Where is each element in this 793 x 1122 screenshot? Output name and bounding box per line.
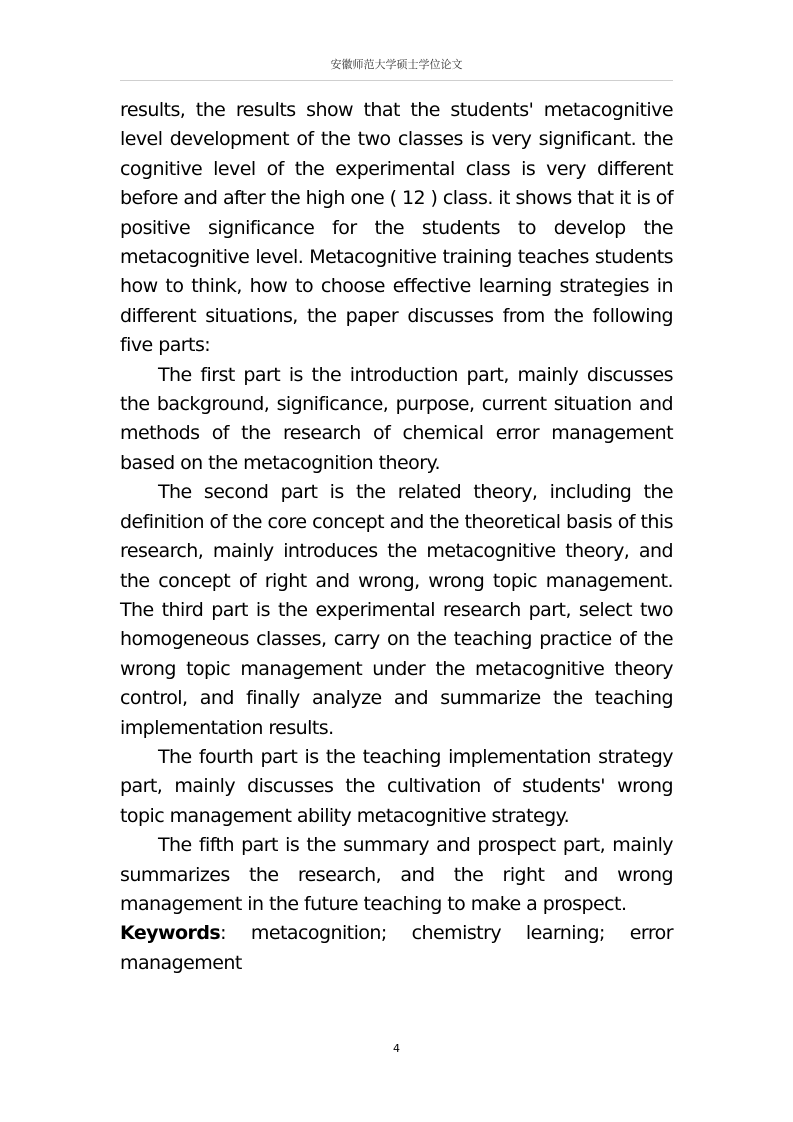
paragraph-second-third-part: The second part is the related theory, including the definition of the core concept and the theoretical basis of this research, mainly introduces the metacognitive theory, and the concept of right and wrong, wrong topic management. The third part is the experimental research part, select two homogeneous classes, carry on the teaching practice of the wrong topic management under the metacognitive theory control, and finally analyze and summarize the teaching implementation results. xyxy=(120,481,673,739)
abstract-body xyxy=(120,96,673,978)
page-number: 4 xyxy=(393,1042,400,1055)
paragraph-fourth-part: The fourth part is the teaching implementation strategy part, mainly discusses the cultivation of students' wrong topic management ability metacognitive strategy. xyxy=(120,745,673,827)
page-header: 安徽师范大学硕士学位论文 xyxy=(330,58,463,71)
paragraph-first-part: The first part is the introduction part, mainly discusses the background, significance, purpose, current situation and methods of the research of chemical error management based on the metacognition theory. xyxy=(120,363,673,474)
paragraph-fifth-part: The fifth part is the summary and prospect part, mainly summarizes the research, and the right and wrong management in the future teaching to make a prospect. xyxy=(120,834,673,915)
keywords-line xyxy=(120,919,673,978)
header-divider xyxy=(120,80,673,81)
paragraph-continuation: results, the results show that the students' metacognitive level development of the two classes is very significant. the cognitive level of the experimental class is very different before and after the high one ( 12 ) class. it shows that it is of positive significance for the students to develop the metacognitive level. Metacognitive training teaches students how to think, how to choose effective learning strategies in different situations, the paper discusses from the following five parts: xyxy=(120,99,673,357)
keywords-label: Keywords xyxy=(120,922,221,945)
keywords-text: : metacognition; chemistry learning; error management xyxy=(120,922,673,974)
